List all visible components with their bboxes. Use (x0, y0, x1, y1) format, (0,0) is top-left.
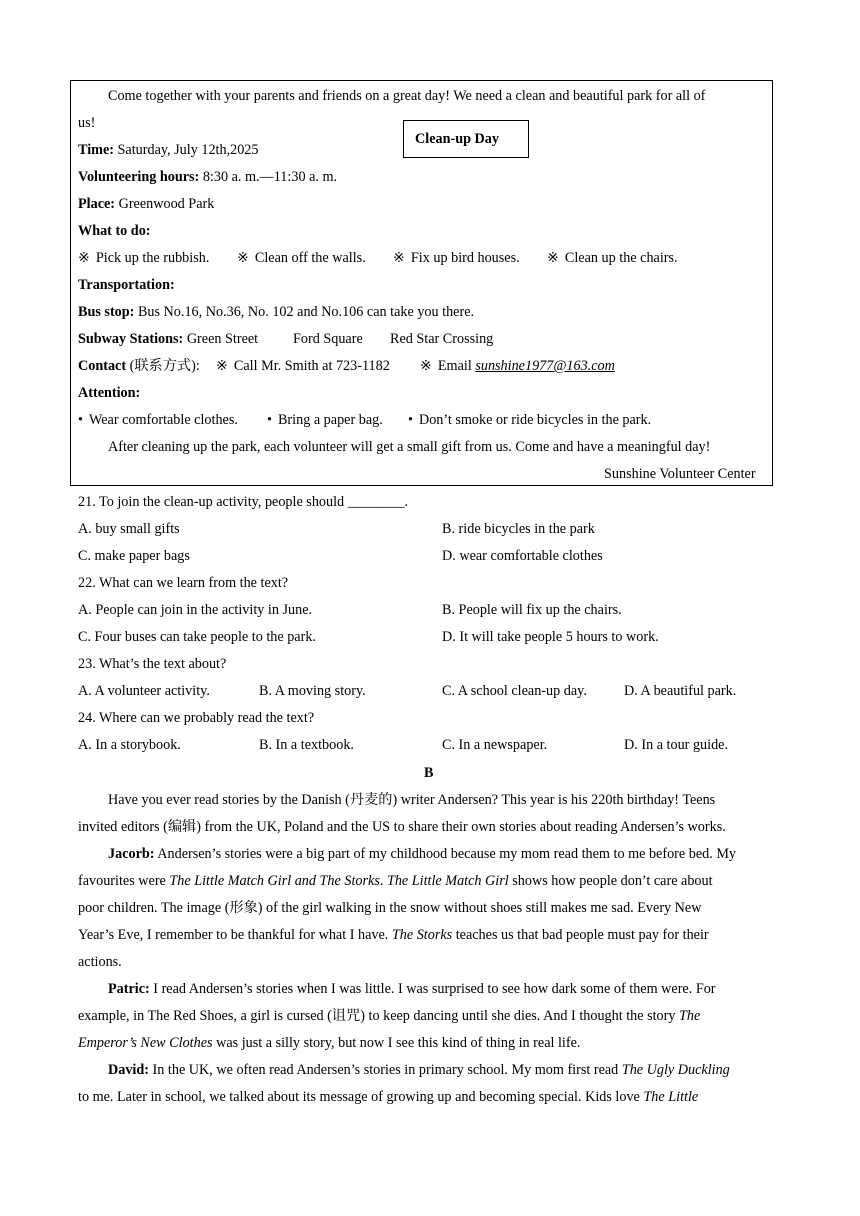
todo-text: Fix up bird houses. (410, 250, 520, 266)
david-paragraph-line-1 (108, 1061, 730, 1079)
patric-text: I read Andersen’s stories when I was little. I was surprised to see how dark some of them were. For (153, 981, 716, 997)
poster-closing: After cleaning up the park, each volunteer will get a small gift from us. Come and have a meaningful day! (108, 439, 711, 455)
option-24-a: A. In a storybook. (78, 737, 181, 753)
david-name: David: (108, 1062, 149, 1078)
place-value: Greenwood Park (118, 196, 215, 212)
patric-name: Patric: (108, 981, 150, 997)
jacorb-name: Jacorb: (108, 846, 155, 862)
jacorb-text: favourites were (78, 873, 166, 889)
jacorb-paragraph-line-5: actions. (78, 954, 122, 970)
todo-item-3 (393, 249, 520, 267)
todo-label: What to do: (78, 223, 151, 239)
option-24-d: D. In a tour guide. (624, 737, 729, 753)
todo-item-1 (78, 249, 209, 267)
option-22-c: C. Four buses can take people to the park. (78, 629, 316, 645)
option-21-c: C. make paper bags (78, 548, 190, 564)
option-22-b: B. People will fix up the chairs. (442, 602, 622, 618)
jacorb-paragraph-line-2 (78, 872, 713, 890)
david-text: to me. Later in school, we talked about its message of growing up and becoming special. Kids love (78, 1089, 640, 1105)
time-value: Saturday, July 12th,2025 (117, 142, 259, 158)
david-text: In the UK, we often read Andersen’s stories in primary school. My mom first read (152, 1062, 619, 1078)
contact-email-label: Email (437, 358, 472, 374)
option-21-a: A. buy small gifts (78, 521, 180, 537)
jacorb-text: teaches us that bad people must pay for their (455, 927, 709, 943)
todo-text: Clean off the walls. (254, 250, 366, 266)
jacorb-paragraph-line-1 (108, 845, 736, 863)
reference-mark-icon: ※ (237, 250, 249, 266)
place-label: Place: (78, 196, 116, 212)
book-title: The Little (643, 1089, 699, 1105)
jacorb-paragraph-line-4 (78, 926, 709, 944)
poster-signature: Sunshine Volunteer Center (604, 466, 756, 482)
subway-label: Subway Stations: (78, 331, 184, 347)
patric-paragraph-line-2 (78, 1007, 700, 1025)
transport-label: Transportation: (78, 277, 175, 293)
question-22: 22. What can we learn from the text? (78, 575, 289, 591)
poster-intro-line-2: us! (78, 115, 96, 131)
section-b-intro-line-1: Have you ever read stories by the Danish (丹麦的) writer Andersen? This year is his 220th birthday! Teens (108, 792, 716, 808)
subway-row (78, 330, 258, 348)
time-row (78, 141, 259, 159)
bus-value: Bus No.16, No.36, No. 102 and No.106 can take you there. (137, 304, 475, 320)
place-row (78, 195, 214, 213)
option-21-b: B. ride bicycles in the park (442, 521, 595, 537)
contact-email-row (420, 357, 615, 375)
hours-row (78, 168, 337, 186)
section-b-intro-line-2: invited editors (编辑) from the UK, Poland and the US to share their own stories about reading Andersen’s works. (78, 819, 726, 835)
option-23-d: D. A beautiful park. (624, 683, 737, 699)
book-title: The (679, 1008, 701, 1024)
jacorb-text: . (379, 873, 384, 889)
patric-paragraph-line-3 (78, 1034, 580, 1052)
bullet-icon: • (267, 412, 272, 428)
bus-label: Bus stop: (78, 304, 135, 320)
book-title: The Little Match Girl (386, 873, 509, 889)
book-title: The Ugly Duckling (621, 1062, 730, 1078)
book-title: The Storks (391, 927, 453, 943)
patric-text: example, in The Red Shoes, a girl is cursed (诅咒) to keep dancing until she dies. And I thought the story (78, 1008, 676, 1024)
contact-email-link[interactable]: sunshine1977@163.com (475, 358, 615, 374)
attention-item-3 (408, 411, 651, 429)
poster-title: Clean-up Day (403, 120, 529, 158)
attention-text: Bring a paper bag. (277, 412, 383, 428)
contact-label: Contact (78, 358, 127, 374)
subway-station: Ford Square (293, 331, 363, 347)
subway-station: Green Street (186, 331, 259, 347)
jacorb-text: Year’s Eve, I remember to be thankful for what I have. (78, 927, 389, 943)
patric-paragraph-line-1 (108, 980, 716, 998)
contact-call-text: Call Mr. Smith at 723-1182 (233, 358, 390, 374)
todo-item-4 (547, 249, 678, 267)
todo-text: Pick up the rubbish. (95, 250, 210, 266)
bus-row (78, 303, 474, 321)
patric-text: was just a silly story, but now I see this kind of thing in real life. (216, 1035, 581, 1051)
attention-label: Attention: (78, 385, 141, 401)
bullet-icon: • (408, 412, 413, 428)
reference-mark-icon: ※ (78, 250, 90, 266)
book-title: The Little Match Girl and The Storks (169, 873, 380, 889)
jacorb-paragraph-line-3: poor children. The image (形象) of the girl walking in the snow without shoes still makes me sad. Every New (78, 900, 702, 916)
hours-value: 8:30 a. m.—11:30 a. m. (202, 169, 338, 185)
option-22-d: D. It will take people 5 hours to work. (442, 629, 659, 645)
question-23: 23. What’s the text about? (78, 656, 227, 672)
attention-item-1 (78, 411, 238, 429)
section-b-heading: B (424, 765, 434, 781)
reference-mark-icon: ※ (216, 358, 228, 374)
jacorb-text: shows how people don’t care about (512, 873, 713, 889)
option-21-d: D. wear comfortable clothes (442, 548, 603, 564)
david-paragraph-line-2 (78, 1088, 698, 1106)
book-title: Emperor’s New Clothes (78, 1035, 213, 1051)
reference-mark-icon: ※ (393, 250, 405, 266)
contact-row (78, 357, 200, 375)
poster-intro-line-1: Come together with your parents and friends on a great day! We need a clean and beautiful park for all of (108, 88, 706, 104)
todo-text: Clean up the chairs. (564, 250, 678, 266)
option-24-b: B. In a textbook. (259, 737, 354, 753)
contact-call (216, 357, 390, 375)
time-label: Time: (78, 142, 114, 158)
attention-text: Wear comfortable clothes. (88, 412, 238, 428)
hours-label: Volunteering hours: (78, 169, 200, 185)
option-23-c: C. A school clean-up day. (442, 683, 587, 699)
reference-mark-icon: ※ (547, 250, 559, 266)
bullet-icon: • (78, 412, 83, 428)
option-24-c: C. In a newspaper. (442, 737, 548, 753)
todo-item-2 (237, 249, 366, 267)
jacorb-text: Andersen’s stories were a big part of my childhood because my mom read them to me before bed. My (157, 846, 737, 862)
subway-station: Red Star Crossing (390, 331, 494, 347)
option-23-a: A. A volunteer activity. (78, 683, 210, 699)
reference-mark-icon: ※ (420, 358, 432, 374)
option-22-a: A. People can join in the activity in June. (78, 602, 313, 618)
attention-item-2 (267, 411, 383, 429)
attention-text: Don’t smoke or ride bicycles in the park. (418, 412, 652, 428)
contact-cn: (联系方式): (129, 358, 200, 374)
question-24: 24. Where can we probably read the text? (78, 710, 315, 726)
option-23-b: B. A moving story. (259, 683, 366, 699)
question-21: 21. To join the clean-up activity, people should ________. (78, 494, 408, 510)
